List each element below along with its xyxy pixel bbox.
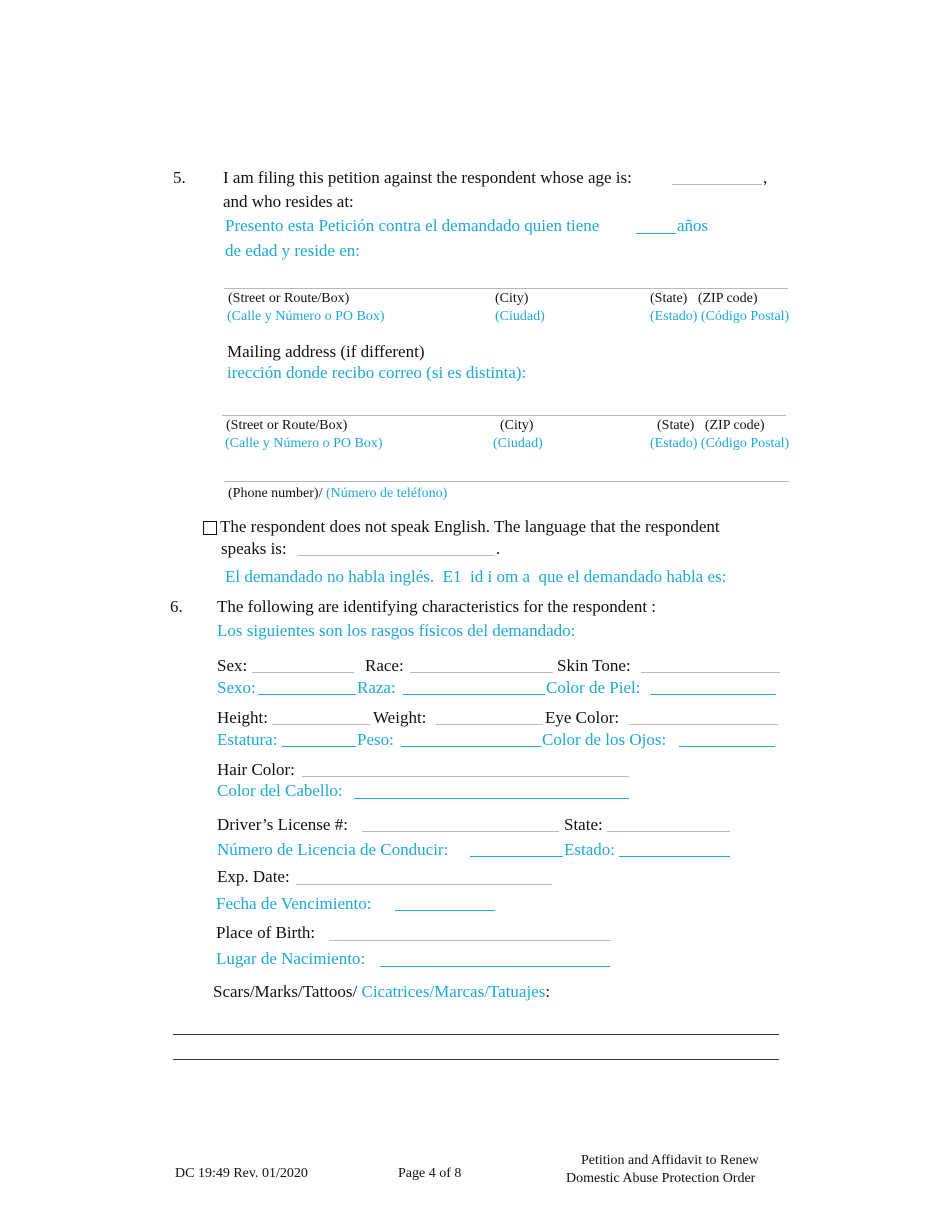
- item6-intro-en: The following are identifying characteristics for the respondent :: [217, 597, 657, 616]
- birth-place-field[interactable]: [329, 940, 611, 941]
- height-field-es[interactable]: [282, 746, 356, 747]
- language-field[interactable]: [298, 555, 494, 556]
- height-label-es: Estatura:: [217, 730, 278, 749]
- scars-field-2[interactable]: [173, 1059, 779, 1060]
- mailing-address-field[interactable]: [222, 415, 786, 416]
- race-label: Race:: [365, 656, 404, 675]
- license-label-es: Número de Licencia de Conducir:: [217, 840, 449, 859]
- item6-number: 6.: [170, 597, 183, 616]
- item5-line1-es-years: años: [677, 216, 709, 235]
- hair-color-label-es: Color del Cabello:: [217, 781, 343, 800]
- item5-comma: ,: [763, 168, 768, 187]
- skin-tone-label: Skin Tone:: [557, 656, 631, 675]
- item6-intro-es: Los siguientes son los rasgos físicos del demandado:: [217, 621, 576, 640]
- item5-line1-es: Presento esta Petición contra el demandado quien tiene: [225, 216, 600, 235]
- residence-street-label: (Street or Route/Box): [228, 291, 350, 306]
- residence-street-label-es: (Calle y Número o PO Box): [227, 309, 385, 324]
- mailing-city-label: (City): [500, 418, 534, 433]
- license-state-field-es[interactable]: [619, 856, 730, 857]
- exp-date-label: Exp. Date:: [217, 867, 290, 886]
- weight-field[interactable]: [436, 724, 543, 725]
- sex-field-es[interactable]: [258, 694, 356, 695]
- mailing-address-label: Mailing address (if different): [227, 342, 425, 361]
- weight-label-es: Peso:: [357, 730, 394, 749]
- footer-title-1: Petition and Affidavit to Renew: [581, 1153, 759, 1168]
- age-field[interactable]: [672, 184, 762, 185]
- weight-label: Weight:: [373, 708, 427, 727]
- height-field[interactable]: [272, 724, 370, 725]
- residence-city-label-es: (Ciudad): [495, 309, 545, 324]
- hair-color-field-es[interactable]: [354, 798, 629, 799]
- language-text-es: El demandado no habla inglés. E1 id i om a que el demandado habla es:: [225, 567, 727, 586]
- skin-tone-label-es: Color de Piel:: [546, 678, 641, 697]
- language-period: .: [496, 539, 501, 558]
- eye-color-label-es: Color de los Ojos:: [542, 730, 667, 749]
- item5-line2-en: and who resides at:: [223, 192, 354, 211]
- language-text-en-2: speaks is:: [221, 539, 287, 558]
- license-field[interactable]: [362, 831, 559, 832]
- race-field-es[interactable]: [403, 694, 545, 695]
- mailing-state-zip-label-es: (Estado) (Código Postal): [650, 436, 790, 451]
- sex-label: Sex:: [217, 656, 248, 675]
- residence-state-zip-label-es: (Estado) (Código Postal): [650, 309, 790, 324]
- sex-label-es: Sexo:: [217, 678, 256, 697]
- scars-label-es: Cicatrices/Marcas/Tatuajes: [361, 982, 546, 1001]
- residence-address-field[interactable]: [224, 288, 788, 289]
- item5-line2-es: de edad y reside en:: [225, 241, 360, 260]
- phone-label-en: (Phone number)/: [228, 486, 323, 501]
- scars-label: [213, 982, 550, 1002]
- birth-place-field-es[interactable]: [380, 966, 610, 967]
- skin-tone-field-es[interactable]: [650, 694, 776, 695]
- mailing-address-label-es: irección donde recibo correo (si es distinta):: [227, 363, 527, 382]
- language-checkbox[interactable]: [203, 521, 217, 535]
- footer-page-number: Page 4 of 8: [398, 1166, 462, 1181]
- mailing-city-label-es: (Ciudad): [493, 436, 543, 451]
- phone-label-es: (Número de teléfono): [325, 486, 448, 501]
- exp-date-field[interactable]: [296, 884, 552, 885]
- license-state-label: State:: [564, 815, 603, 834]
- mailing-street-label: (Street or Route/Box): [226, 418, 348, 433]
- scars-label-en: Scars/Marks/Tattoos/: [213, 982, 358, 1001]
- mailing-state-zip-label: (State) (ZIP code): [657, 418, 765, 433]
- weight-field-es[interactable]: [401, 746, 541, 747]
- race-label-es: Raza:: [357, 678, 396, 697]
- license-label: Driver’s License #:: [217, 815, 348, 834]
- residence-city-label: (City): [495, 291, 529, 306]
- language-text-en: The respondent does not speak English. The language that the respondent: [220, 517, 720, 536]
- eye-color-field[interactable]: [629, 724, 778, 725]
- skin-tone-field[interactable]: [641, 672, 780, 673]
- age-field-es[interactable]: [636, 233, 676, 234]
- height-label: Height:: [217, 708, 268, 727]
- item5-line1-en: I am filing this petition against the respondent whose age is:: [223, 168, 632, 187]
- residence-state-zip-label: (State) (ZIP code): [650, 291, 758, 306]
- license-state-field[interactable]: [607, 831, 730, 832]
- race-field[interactable]: [410, 672, 553, 673]
- phone-label: [228, 486, 447, 502]
- eye-color-field-es[interactable]: [679, 746, 775, 747]
- exp-date-label-es: Fecha de Vencimiento:: [216, 894, 372, 913]
- scars-field-1[interactable]: [173, 1034, 779, 1035]
- hair-color-field[interactable]: [302, 776, 629, 777]
- phone-field[interactable]: [224, 481, 789, 482]
- license-state-label-es: Estado:: [564, 840, 615, 859]
- footer-form-id: DC 19:49 Rev. 01/2020: [175, 1166, 308, 1181]
- hair-color-label: Hair Color:: [217, 760, 295, 779]
- mailing-street-label-es: (Calle y Número o PO Box): [225, 436, 383, 451]
- eye-color-label: Eye Color:: [545, 708, 620, 727]
- exp-date-field-es[interactable]: [395, 910, 495, 911]
- birth-place-label-es: Lugar de Nacimiento:: [216, 949, 366, 968]
- license-field-es[interactable]: [470, 856, 563, 857]
- sex-field[interactable]: [252, 672, 354, 673]
- footer-title-2: Domestic Abuse Protection Order: [566, 1171, 756, 1186]
- birth-place-label: Place of Birth:: [216, 923, 316, 942]
- item5-number: 5.: [173, 168, 186, 187]
- scars-colon: :: [545, 982, 551, 1001]
